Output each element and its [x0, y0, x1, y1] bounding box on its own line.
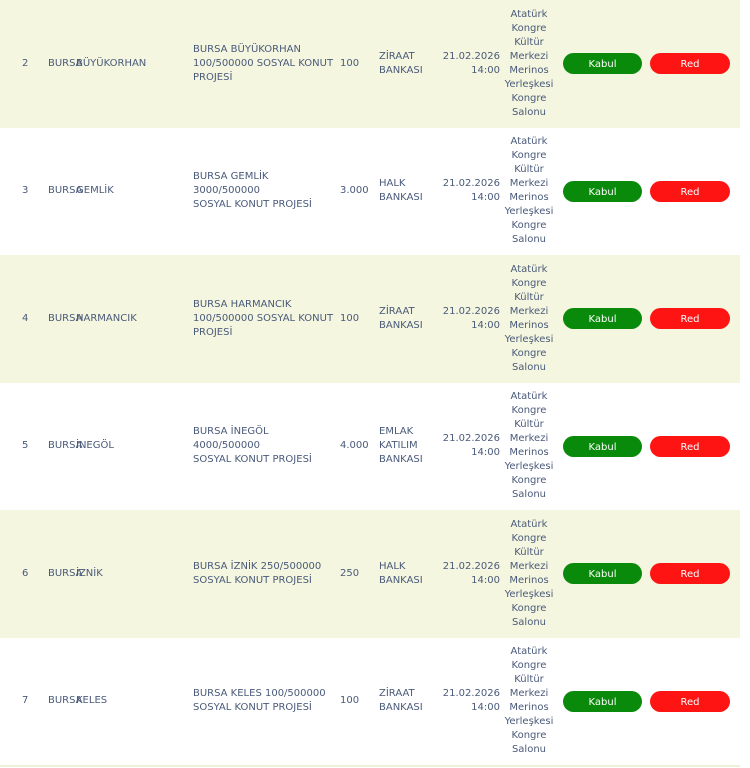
bank-cell-line: ZİRAAT: [379, 688, 415, 700]
row-number-text: 7: [22, 695, 29, 707]
venue-cell-line: Atatürk: [510, 391, 548, 403]
draw-date-cell-line: 14:00: [471, 574, 500, 586]
venue-cell: [500, 255, 558, 383]
project-name-cell: [193, 255, 338, 383]
draw-date-cell-lines: [443, 305, 500, 333]
reject-button[interactable]: Red: [650, 436, 730, 457]
venue-cell-line: Merkezi: [509, 560, 549, 572]
venue-cell-line: Yerleşkesi: [504, 333, 554, 345]
project-name-cell-line: PROJESİ: [193, 71, 233, 83]
bank-cell: [379, 0, 437, 128]
project-name-cell: [193, 638, 338, 766]
project-name-cell-lines: [193, 170, 338, 212]
venue-cell-line: Yerleşkesi: [504, 716, 554, 728]
unit-count-cell-text: 100: [340, 57, 360, 69]
district-cell-text: KELES: [76, 695, 108, 707]
row-number-text: 6: [22, 567, 29, 579]
project-name-cell-line: 100/500000 SOSYAL KONUT: [193, 312, 334, 324]
project-name-cell-line: BURSA GEMLİK 3000/500000: [193, 171, 269, 197]
accept-cell: [563, 0, 642, 128]
project-name-cell-lines: [193, 298, 333, 340]
bank-cell-lines: [379, 50, 423, 78]
reject-button[interactable]: Red: [650, 691, 730, 712]
district-cell-text: İZNİK: [76, 567, 103, 579]
table-row: [0, 383, 740, 511]
accept-cell: [563, 128, 642, 256]
project-name-cell-line: BURSA BÜYÜKORHAN: [193, 43, 301, 55]
bank-cell: [379, 638, 437, 766]
venue-cell-line: Merkezi: [509, 305, 549, 317]
bank-cell-line: BANKASI: [379, 702, 423, 714]
draw-date-cell-line: 21.02.2026: [442, 50, 500, 62]
project-name-cell: [193, 128, 338, 256]
accept-button[interactable]: Kabul: [563, 436, 642, 457]
row-number: [22, 0, 38, 128]
district-cell-text: GEMLİK: [76, 185, 114, 197]
unit-count-cell: [340, 0, 370, 128]
venue-cell-line: Kongre: [511, 405, 547, 417]
venue-cell-line: Salonu: [511, 361, 547, 373]
venue-cell-line: Kongre: [511, 22, 547, 34]
district-cell-text: BÜYÜKORHAN: [76, 57, 147, 69]
row-number-text: 3: [22, 185, 29, 197]
draw-date-cell-lines: [443, 560, 500, 588]
reject-cell: [650, 255, 730, 383]
reject-cell: [650, 128, 730, 256]
venue-cell-line: Merkezi: [509, 688, 549, 700]
venue-cell-lines: [505, 8, 554, 120]
project-name-cell-line: BURSA KELES 100/500000: [193, 688, 326, 700]
unit-count-cell-text: 100: [340, 695, 360, 707]
bank-cell-line: HALK: [379, 178, 406, 190]
accept-cell: [563, 383, 642, 511]
unit-count-cell-text: 4.000: [340, 440, 369, 452]
row-number: [22, 128, 38, 256]
bank-cell-lines: [379, 687, 423, 715]
accept-button[interactable]: Kabul: [563, 53, 642, 74]
bank-cell: [379, 383, 437, 511]
row-number: [22, 255, 38, 383]
bank-cell-line: HALK: [379, 560, 406, 572]
draw-date-cell-line: 21.02.2026: [442, 560, 500, 572]
venue-cell-line: Kültür: [514, 291, 544, 303]
reject-cell: [650, 638, 730, 766]
unit-count-cell-text: 100: [340, 312, 360, 324]
venue-cell-line: Yerleşkesi: [504, 78, 554, 90]
venue-cell: [500, 128, 558, 256]
project-name-cell: [193, 383, 338, 511]
venue-cell-lines: [505, 390, 554, 502]
bank-cell-line: KATILIM: [379, 440, 418, 452]
draw-date-cell: [438, 383, 500, 511]
table-row: [0, 638, 740, 768]
reject-cell: [650, 383, 730, 511]
venue-cell-line: Atatürk: [510, 263, 548, 275]
reject-cell: [650, 0, 730, 128]
accept-cell: [563, 638, 642, 766]
unit-count-cell-text: 250: [340, 567, 360, 579]
venue-cell-line: Kongre: [511, 150, 547, 162]
row-number-text: 5: [22, 440, 29, 452]
venue-cell-line: Kongre: [511, 532, 547, 544]
venue-cell-line: Kültür: [514, 674, 544, 686]
venue-cell-line: Atatürk: [510, 518, 548, 530]
bank-cell-line: BANKASI: [379, 319, 423, 331]
city-cell-text: BURSA: [48, 567, 83, 579]
district-cell: [76, 0, 186, 128]
draw-date-cell-line: 21.02.2026: [442, 433, 500, 445]
table-row: [0, 510, 740, 638]
venue-cell-line: Atatürk: [510, 8, 548, 20]
project-name-cell-lines: [193, 43, 333, 85]
venue-cell: [500, 383, 558, 511]
venue-cell-line: Kongre: [511, 475, 547, 487]
district-cell: [76, 255, 186, 383]
project-name-cell-line: SOSYAL KONUT PROJESİ: [193, 199, 312, 211]
district-cell-text: İNEGÖL: [76, 440, 114, 452]
reject-button[interactable]: Red: [650, 53, 730, 74]
draw-date-cell-line: 14:00: [471, 702, 500, 714]
bank-cell-lines: [379, 425, 423, 467]
bank-cell-line: BANKASI: [379, 454, 423, 466]
table-row: [0, 0, 740, 128]
city-cell-text: BURSA: [48, 440, 83, 452]
bank-cell-line: BANKASI: [379, 574, 423, 586]
venue-cell-line: Merkezi: [509, 433, 549, 445]
venue-cell-line: Kongre: [511, 347, 547, 359]
unit-count-cell: [340, 255, 370, 383]
venue-cell-line: Salonu: [511, 489, 547, 501]
row-number: [22, 510, 38, 638]
bank-cell-line: BANKASI: [379, 192, 423, 204]
draw-date-cell: [438, 0, 500, 128]
venue-cell-line: Kültür: [514, 164, 544, 176]
draw-date-cell-line: 14:00: [471, 192, 500, 204]
venue-cell-line: Merinos: [509, 64, 549, 76]
venue-cell-line: Salonu: [511, 744, 547, 756]
table-row: [0, 128, 740, 256]
draw-date-cell-lines: [443, 432, 500, 460]
draw-date-cell-line: 21.02.2026: [442, 178, 500, 190]
row-number-text: 2: [22, 57, 29, 69]
draw-date-cell: [438, 638, 500, 766]
reject-button[interactable]: Red: [650, 308, 730, 329]
draw-date-cell-line: 14:00: [471, 447, 500, 459]
district-cell-text: HARMANCIK: [76, 312, 137, 324]
project-name-cell-line: SOSYAL KONUT PROJESİ: [193, 702, 312, 714]
reject-button[interactable]: Red: [650, 563, 730, 584]
bank-cell: [379, 128, 437, 256]
project-name-cell-line: 100/500000 SOSYAL KONUT: [193, 57, 334, 69]
reject-button[interactable]: Red: [650, 181, 730, 202]
venue-cell-line: Merinos: [509, 702, 549, 714]
city-cell-text: BURSA: [48, 185, 83, 197]
venue-cell-line: Merkezi: [509, 50, 549, 62]
venue-cell-line: Kültür: [514, 546, 544, 558]
venue-cell-line: Yerleşkesi: [504, 206, 554, 218]
venue-cell-line: Salonu: [511, 106, 547, 118]
project-name-cell-line: BURSA İZNİK 250/500000: [193, 560, 322, 572]
venue-cell-line: Kongre: [511, 220, 547, 232]
city-cell-text: BURSA: [48, 695, 83, 707]
district-cell: [76, 128, 186, 256]
venue-cell-lines: [505, 263, 554, 375]
project-name-cell: [193, 0, 338, 128]
project-name-cell-lines: [193, 560, 321, 588]
draw-date-cell-line: 21.02.2026: [442, 688, 500, 700]
venue-cell-line: Merinos: [509, 447, 549, 459]
project-name-cell-line: BURSA İNEGÖL 4000/500000: [193, 426, 269, 452]
table-row: [0, 255, 740, 383]
city-cell-text: BURSA: [48, 57, 83, 69]
bank-cell-line: ZİRAAT: [379, 305, 415, 317]
draw-date-cell: [438, 510, 500, 638]
row-number: [22, 383, 38, 511]
district-cell: [76, 510, 186, 638]
unit-count-cell: [340, 128, 370, 256]
project-name-cell-line: SOSYAL KONUT PROJESİ: [193, 454, 312, 466]
venue-cell-line: Kültür: [514, 36, 544, 48]
venue-cell-lines: [505, 518, 554, 630]
project-name-cell: [193, 510, 338, 638]
draw-date-cell-line: 14:00: [471, 319, 500, 331]
venue-cell-line: Merinos: [509, 319, 549, 331]
venue-cell-line: Merinos: [509, 192, 549, 204]
venue-cell-lines: [505, 645, 554, 757]
draw-date-cell-lines: [443, 687, 500, 715]
project-name-cell-lines: [193, 425, 338, 467]
venue-cell-line: Salonu: [511, 616, 547, 628]
accept-button[interactable]: Kabul: [563, 563, 642, 584]
accept-cell: [563, 510, 642, 638]
venue-cell-line: Kongre: [511, 660, 547, 672]
unit-count-cell: [340, 510, 370, 638]
bank-cell: [379, 510, 437, 638]
project-name-cell-lines: [193, 687, 326, 715]
draw-date-cell-line: 14:00: [471, 64, 500, 76]
unit-count-cell-text: 3.000: [340, 185, 369, 197]
venue-cell-line: Kongre: [511, 730, 547, 742]
venue-cell-line: Yerleşkesi: [504, 461, 554, 473]
bank-cell-line: ZİRAAT: [379, 50, 415, 62]
draw-date-cell: [438, 255, 500, 383]
venue-cell-line: Kongre: [511, 602, 547, 614]
venue-cell-line: Merinos: [509, 574, 549, 586]
venue-cell-lines: [505, 135, 554, 247]
district-cell: [76, 383, 186, 511]
venue-cell-line: Salonu: [511, 234, 547, 246]
venue-cell-line: Merkezi: [509, 178, 549, 190]
project-name-cell-line: SOSYAL KONUT PROJESİ: [193, 574, 312, 586]
bank-cell-lines: [379, 305, 423, 333]
venue-cell-line: Kongre: [511, 277, 547, 289]
accept-button[interactable]: Kabul: [563, 181, 642, 202]
venue-cell-line: Yerleşkesi: [504, 588, 554, 600]
row-number: [22, 638, 38, 766]
draw-date-cell-line: 21.02.2026: [442, 305, 500, 317]
venue-cell-line: Atatürk: [510, 136, 548, 148]
venue-cell-line: Kültür: [514, 419, 544, 431]
project-name-cell-line: PROJESİ: [193, 326, 233, 338]
venue-cell-line: Atatürk: [510, 646, 548, 658]
draw-date-cell: [438, 128, 500, 256]
venue-cell-line: Kongre: [511, 92, 547, 104]
project-name-cell-line: BURSA HARMANCIK: [193, 298, 292, 310]
row-number-text: 4: [22, 312, 29, 324]
bank-cell-line: EMLAK: [379, 426, 414, 438]
bank-cell-line: BANKASI: [379, 64, 423, 76]
draw-date-cell-lines: [443, 50, 500, 78]
draw-date-cell-lines: [443, 177, 500, 205]
bank-cell-lines: [379, 177, 423, 205]
reject-cell: [650, 510, 730, 638]
unit-count-cell: [340, 383, 370, 511]
venue-cell: [500, 0, 558, 128]
accept-cell: [563, 255, 642, 383]
district-cell: [76, 638, 186, 766]
unit-count-cell: [340, 638, 370, 766]
accept-button[interactable]: Kabul: [563, 691, 642, 712]
accept-button[interactable]: Kabul: [563, 308, 642, 329]
bank-cell-lines: [379, 560, 423, 588]
venue-cell: [500, 510, 558, 638]
venue-cell: [500, 638, 558, 766]
city-cell-text: BURSA: [48, 312, 83, 324]
bank-cell: [379, 255, 437, 383]
